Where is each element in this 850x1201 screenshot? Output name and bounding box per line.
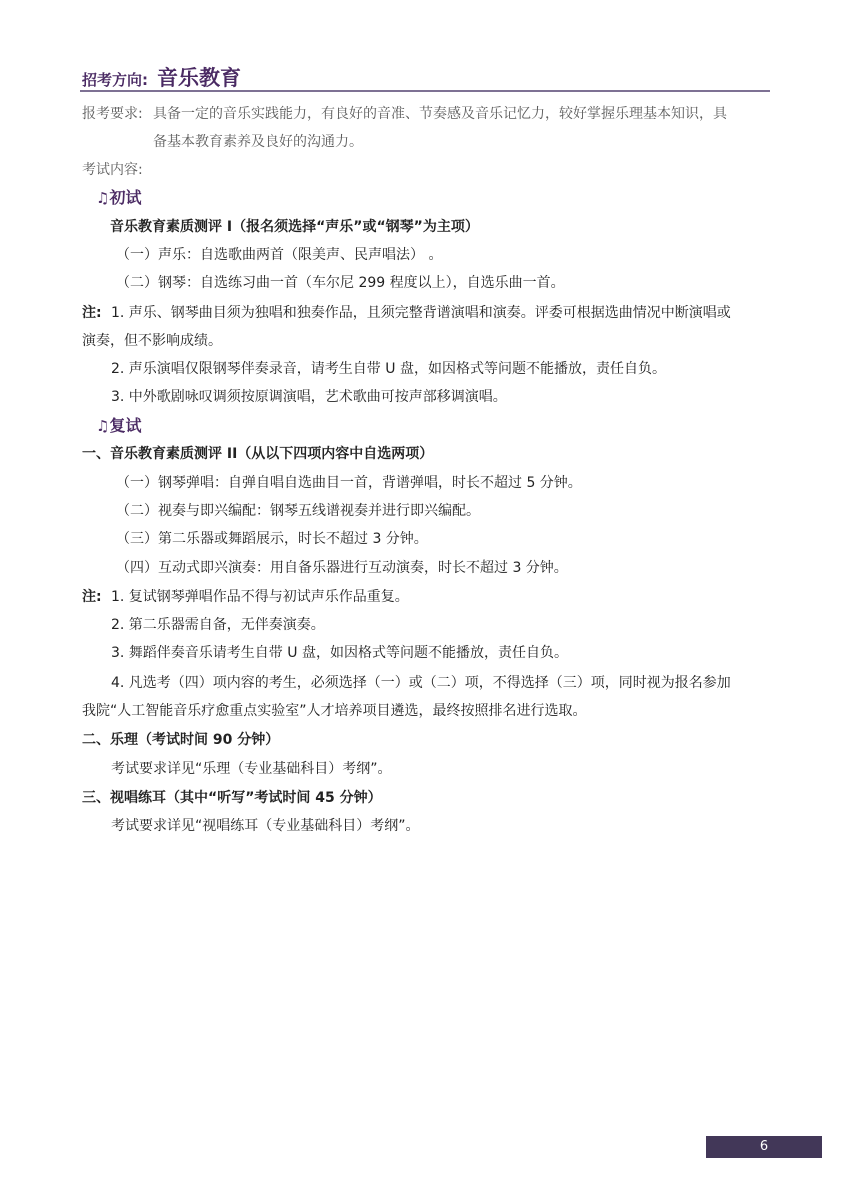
preliminary-note-2: 2. 声乐演唱仅限钢琴伴奏录音，请考生自带 U 盘，如因格式等问题不能播放，责任自负。 — [111, 361, 666, 377]
requirement-line-2: 备基本教育素养及良好的沟通力。 — [153, 134, 363, 150]
retest-item-1: （一）钢琴弹唱：自弹自唱自选曲目一首，背谱弹唱，时长不超过 5 分钟。 — [116, 475, 582, 491]
retest-note-1: 1. 复试钢琴弹唱作品不得与初试声乐作品重复。 — [111, 589, 409, 605]
retest-note-2: 2. 第二乐器需自备，无伴奏演奏。 — [111, 617, 325, 633]
retest-item-3: （三）第二乐器或舞蹈展示，时长不超过 3 分钟。 — [116, 531, 428, 547]
retest-note-3: 3. 舞蹈伴奏音乐请考生自带 U 盘，如因格式等问题不能播放，责任自负。 — [111, 645, 568, 661]
preliminary-note-label: 注: — [82, 305, 102, 321]
retest-note-4: 4. 凡选考（四）项内容的考生，必须选择（一）或（二）项，不得选择（三）项，同时视为报名参加 — [111, 675, 731, 691]
retest-part2-desc: 考试要求详见“乐理（专业基础科目）考纲”。 — [111, 761, 392, 777]
retest-note-label: 注: — [82, 589, 102, 605]
page-number-badge — [706, 1136, 822, 1158]
preliminary-title: 初试 — [109, 188, 142, 207]
page-title: 音乐教育 — [157, 66, 241, 90]
exam-content-label: 考试内容: — [82, 162, 143, 178]
header-rule — [80, 90, 770, 92]
requirement-label: 报考要求: — [82, 106, 143, 122]
music-note-icon: ♫ — [96, 417, 110, 435]
retest-part3-desc: 考试要求详见“视唱练耳（专业基础科目）考纲”。 — [111, 818, 420, 834]
retest-item-2: （二）视奏与即兴编配：钢琴五线谱视奏并进行即兴编配。 — [116, 503, 480, 519]
retest-part3-title: 三、视唱练耳（其中“听写”考试时间 45 分钟） — [82, 790, 382, 806]
retest-heading — [96, 413, 141, 436]
preliminary-item-1: （一）声乐：自选歌曲两首（限美声、民声唱法） 。 — [116, 247, 443, 263]
retest-note-4-cont: 我院“人工智能音乐疗愈重点实验室”人才培养项目遴选，最终按照排名进行选取。 — [82, 703, 587, 719]
requirement-line-1: 具备一定的音乐实践能力，有良好的音准、节奏感及音乐记忆力，较好掌握乐理基本知识，具 — [153, 106, 727, 122]
page-number: 6 — [759, 1139, 769, 1154]
header-prefix: 招考方向: — [82, 71, 148, 89]
preliminary-subtitle: 音乐教育素质测评 I（报名须选择“声乐”或“钢琴”为主项） — [110, 219, 479, 235]
preliminary-note-1-cont: 演奏，但不影响成绩。 — [82, 333, 222, 349]
preliminary-item-2: （二）钢琴：自选练习曲一首（车尔尼 299 程度以上），自选乐曲一首。 — [116, 275, 565, 291]
preliminary-note-3: 3. 中外歌剧咏叹调须按原调演唱，艺术歌曲可按声部移调演唱。 — [111, 389, 507, 405]
music-note-icon: ♫ — [96, 189, 110, 207]
retest-item-4: （四）互动式即兴演奏：用自备乐器进行互动演奏，时长不超过 3 分钟。 — [116, 560, 568, 576]
retest-title: 复试 — [109, 416, 142, 435]
preliminary-heading — [96, 185, 141, 208]
preliminary-note-1: 1. 声乐、钢琴曲目须为独唱和独奏作品，且须完整背谱演唱和演奏。评委可根据选曲情况中断演唱或 — [111, 305, 731, 321]
retest-part2-title: 二、乐理（考试时间 90 分钟） — [82, 732, 280, 748]
retest-part1-title: 一、音乐教育素质测评 II（从以下四项内容中自选两项） — [82, 446, 434, 462]
